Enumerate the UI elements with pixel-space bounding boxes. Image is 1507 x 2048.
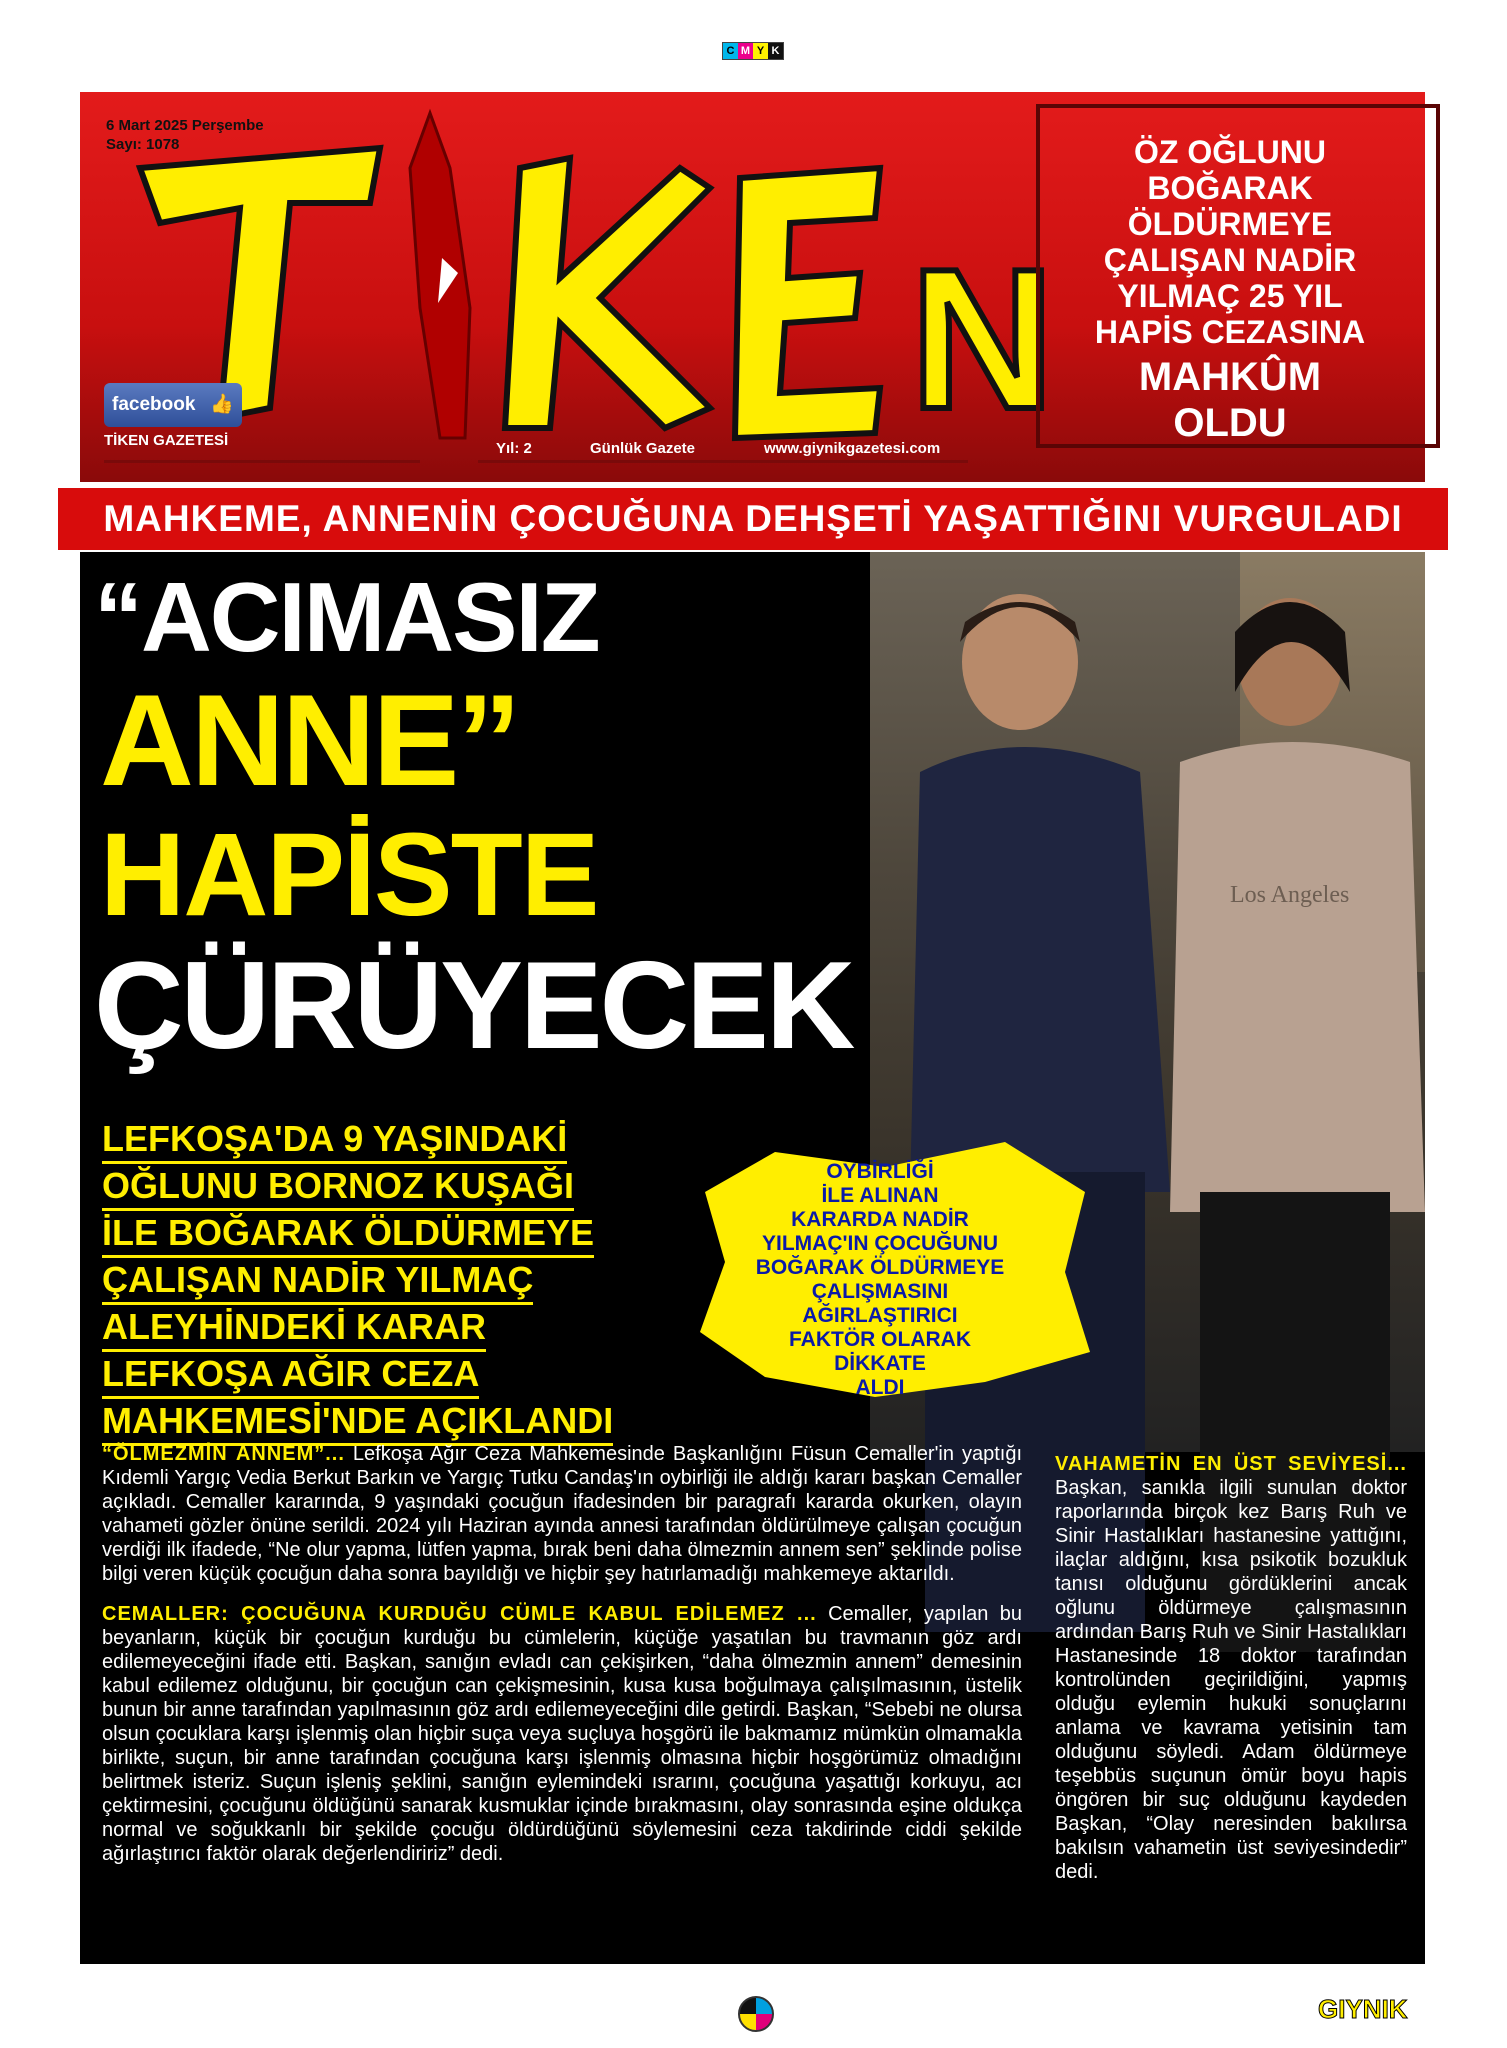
article-column-2 xyxy=(1055,1452,1407,1900)
shirt-print: Los Angeles xyxy=(1230,882,1350,908)
cmyk-c: C xyxy=(723,43,738,59)
giynik-logo: GIYNIK xyxy=(1318,1994,1408,2024)
article-paragraph xyxy=(102,1602,1022,1866)
thumbs-up-icon: 👍 xyxy=(210,394,234,415)
subheadline-line: OĞLUNU BORNOZ KUŞAĞI xyxy=(102,1164,574,1211)
subheadline xyxy=(102,1117,722,1446)
website-link[interactable]: www.giynikgazetesi.com xyxy=(764,440,941,457)
paragraph-body: Lefkoşa Ağır Ceza Mahkemesinde Başkanlığını Füsun Cemaller'in yaptığı Kıdemli Yargıç Vedia Berkut Barkın ve Yargıç Tutku Candaş'ın oybirliği ile aldığı kararı başkan Cemaller açıkladı. Cemaller kararında, 9 yaşındaki çocuğun ifadesinden bir paragrafı kararda okurken, olayın vahameti gözler önüne serildi. 2024 yılı Haziran ayında annesi tarafından öldürülmeye çalışan çocuğun verdiği ilk ifadede, “Ne olur yapma, lütfen yapma, bırak beni daha ölmezmin annem sen” şeklinde polise bilgi veren küçük çocuğun daha sonra bayıldığı ve hiçbir şey hatırlamadığı mahkemeye aktarıldı. xyxy=(102,1443,1022,1585)
subheadline-line: LEFKOŞA'DA 9 YAŞINDAKİ xyxy=(102,1117,567,1164)
issue-number: Sayı: 1078 xyxy=(106,136,180,153)
stamp-line: DİKKATE xyxy=(834,1352,926,1375)
paragraph-lead: “ÖLMEZMİN ANNEM”... xyxy=(102,1443,345,1465)
side-headline-emphasis: OLDU xyxy=(1173,401,1287,445)
paragraph-lead: VAHAMETİN EN ÜST SEVİYESİ... xyxy=(1055,1453,1407,1475)
paragraph-body: Başkan, sanıkla ilgili sunulan doktor raporlarında birçok kez Barış Ruh ve Sinir Hastalıkları hastanesine yattığını, ilaçlar aldığını, kısa psikotik bozukluk tanısı olduğunu gördüklerini ancak oğlunu öldürmeye çalışmasının ardından Barış Ruh ve Sinir Hastalıkları Hastanesinde 18 doktor tarafından kontrolünden geçirildiğini, yapmış olduğu eylemin hukuki sonuçlarını anlama ve kavrama yetisinin tam olduğunu söyledi. Adam öldürmeye teşebbüs suçunun ömür boyu hapis öngören bir suç olduğunu kaydeden Başkan, “Olay neresinden bakılırsa bakılsın vahametin üst seviyesindedir” dedi. xyxy=(1055,1477,1407,1883)
side-headline-line: BOĞARAK xyxy=(1147,170,1313,206)
paragraph-body: Cemaller, yapılan bu beyanların, küçük bir çocuğun kurduğu bu cümlelerin, küçüğe yaşatılan bu travmanın göz ardı edilemeyeceğini ifade etti. Başkan, sanığın evladı can çekişirken, “daha ölmezmin annem” demesinin kabul edilemez olduğunu, bir çocuğun can çekişmesinin, kusa kusa boğulmaya çalışılmasının, üstelik bunun bir anne tarafından yapılmasının göz ardı edilemeyeceğini dile getirdi. Başkan, “Sebebi ne olursa olsun çocuklara karşı işlenmiş olan hiçbir suça veya suçluya hoşgörü ile bakmamız mümkün olmamakla birlikte, suçun, bir anne tarafından çocuğuna karşı işlenmiş olmasına hiçbir hoşgörümüz olmadığını belirtmek isteriz. Suçun işleniş şeklini, sanığın eylemindeki ısrarını, çocuğuna yaşattığı korkuyu, acı çektirmesini, çocuğunu öldüğünü sanarak kusmuklar içinde bırakmasını, olay sonrasında eşine oldukça normal ve soğukkanlı bir şekilde çocuğu öldürdüğünü söylemesini ceza takdirinde ciddi şekilde ağırlaştırıcı faktör olarak değerlendiririz” dedi. xyxy=(102,1603,1022,1865)
stamp-line: OYBİRLİĞİ xyxy=(826,1160,934,1183)
side-headline xyxy=(1050,134,1410,446)
side-headline-emphasis: MAHKÛM xyxy=(1138,355,1322,399)
stamp-line: FAKTÖR OLARAK xyxy=(789,1328,971,1351)
subheadline-line: ÇALIŞAN NADİR YILMAÇ xyxy=(102,1258,533,1305)
stamp-line: İLE ALINAN xyxy=(821,1184,939,1207)
article-paragraph xyxy=(1055,1452,1407,1884)
main-story xyxy=(80,552,1425,1964)
article-column-1 xyxy=(102,1442,1022,1882)
side-headline-line: HAPİS CEZASINA xyxy=(1094,314,1366,350)
cmyk-print-mark xyxy=(722,42,784,60)
paragraph-lead: CEMALLER: ÇOCUĞUNA KURDUĞU CÜMLE KABUL EDİLEMEZ ... xyxy=(102,1603,817,1625)
facebook-label: facebook xyxy=(112,394,196,415)
facebook-page-name: TİKEN GAZETESİ xyxy=(104,432,229,449)
registration-mark-icon xyxy=(738,1996,774,2032)
side-headline-line: ÇALIŞAN NADİR xyxy=(1103,242,1357,278)
side-headline-line: ÖLDÜRMEYE xyxy=(1127,206,1333,242)
stamp-line: KARARDA NADİR xyxy=(791,1208,969,1231)
stamp-line: AĞIRLAŞTIRICI xyxy=(802,1304,958,1327)
cmyk-y: Y xyxy=(753,43,768,59)
headline-line-1: “ACIMASIZ xyxy=(94,562,599,672)
headline-line-2: ANNE” xyxy=(100,667,519,813)
top-banner: MAHKEME, ANNENİN ÇOCUĞUNA DEHŞETİ YAŞATTIĞINI VURGULADI xyxy=(58,488,1448,550)
stamp-line: ALDI xyxy=(855,1376,905,1399)
divider xyxy=(478,460,968,463)
year-label: Yıl: 2 xyxy=(496,440,532,457)
subheadline-line: İLE BOĞARAK ÖLDÜRMEYE xyxy=(102,1211,594,1258)
headline-line-4: ÇÜRÜYECEK xyxy=(94,937,853,1075)
subheadline-line: ALEYHİNDEKİ KARAR xyxy=(102,1305,486,1352)
stamp-text xyxy=(730,1160,1030,1400)
facebook-button[interactable] xyxy=(104,383,242,427)
stamp-line: ÇALIŞMASINI xyxy=(811,1280,949,1303)
stamp-line: BOĞARAK ÖLDÜRMEYE xyxy=(755,1256,1005,1279)
subheadline-line: MAHKEMESİ'NDE AÇIKLANDI xyxy=(102,1399,613,1446)
headline-line-3: HAPİSTE xyxy=(100,809,598,941)
side-headline-line: YILMAÇ 25 YIL xyxy=(1117,278,1343,314)
article-paragraph xyxy=(102,1442,1022,1586)
side-headline-line: ÖZ OĞLUNU xyxy=(1134,134,1326,170)
cmyk-k: K xyxy=(768,43,783,59)
divider xyxy=(104,460,420,463)
cmyk-m: M xyxy=(738,43,753,59)
logo-n: N xyxy=(910,228,1055,451)
subheadline-line: LEFKOŞA AĞIR CEZA xyxy=(102,1352,479,1399)
paper-type: Günlük Gazete xyxy=(590,440,696,457)
issue-info xyxy=(106,116,264,154)
stamp-line: YILMAÇ'IN ÇOCUĞUNU xyxy=(762,1232,998,1255)
issue-date: 6 Mart 2025 Perşembe xyxy=(106,117,264,134)
